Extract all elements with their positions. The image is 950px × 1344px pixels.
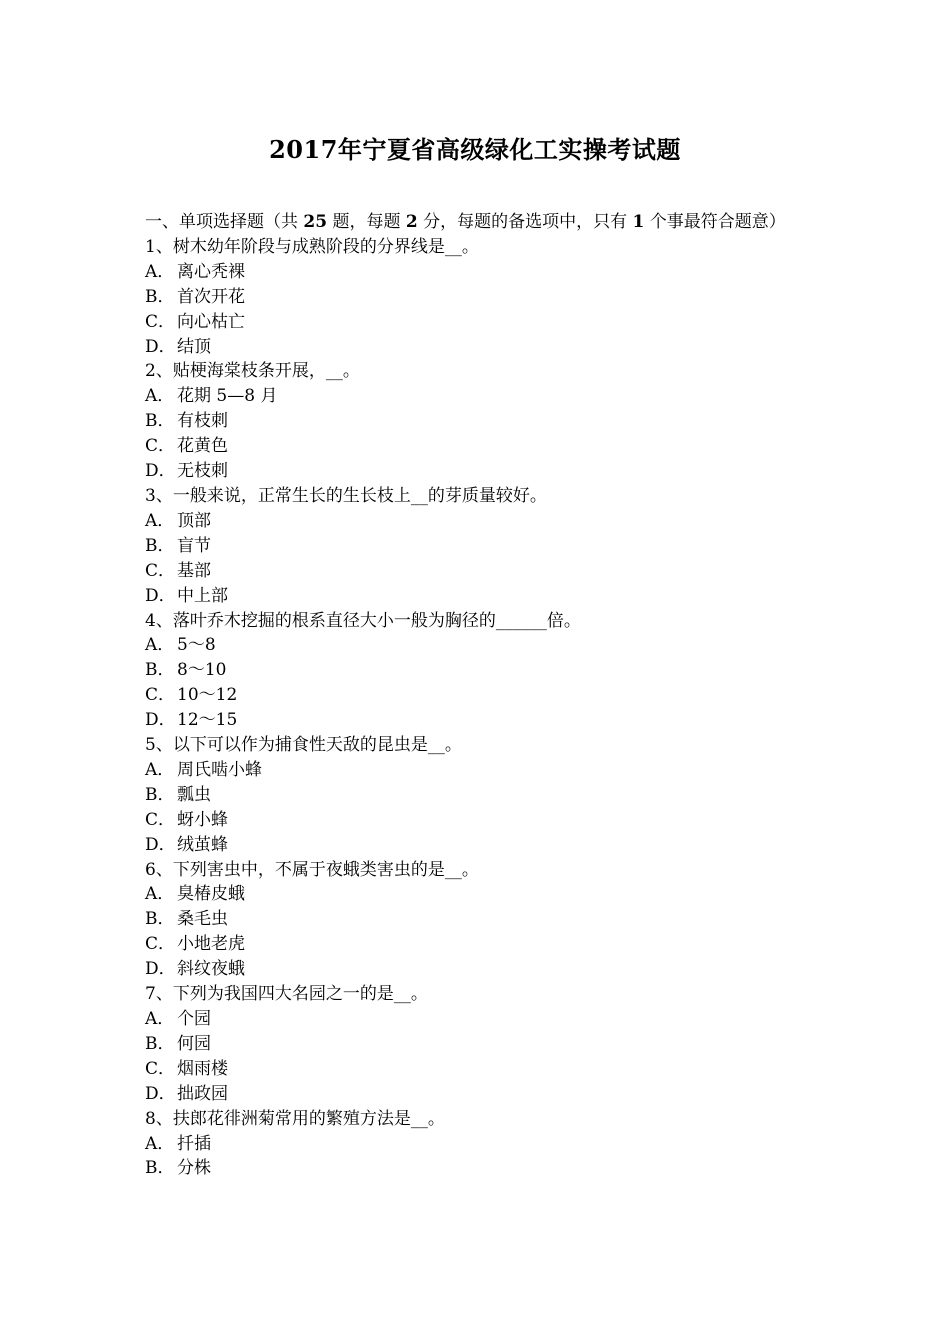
answer-option xyxy=(145,1156,807,1181)
answer-option xyxy=(145,1032,807,1057)
option-text: 斜纹夜蛾 xyxy=(177,959,245,980)
option-text: 10～12 xyxy=(177,685,238,706)
option-text: 烟雨楼 xyxy=(177,1058,228,1079)
answer-option xyxy=(145,559,807,584)
answer-option xyxy=(145,285,807,310)
answer-option xyxy=(145,1007,807,1032)
option-text: 蚜小蜂 xyxy=(177,809,228,830)
option-text: 周氏啮小蜂 xyxy=(177,759,262,780)
option-letter: A． xyxy=(145,261,175,282)
option-text: 拙政园 xyxy=(177,1083,228,1104)
section-heading-part: 1 xyxy=(632,212,645,232)
option-text: 8～10 xyxy=(177,660,227,681)
option-text: 有枝刺 xyxy=(177,411,228,432)
option-text: 扦插 xyxy=(177,1133,211,1154)
answer-option xyxy=(145,633,807,658)
answer-option xyxy=(145,1082,807,1107)
section-heading-part: 25 xyxy=(303,212,328,232)
section-heading-part: 2 xyxy=(405,212,418,232)
option-letter: A． xyxy=(145,1133,175,1154)
answer-option xyxy=(145,584,807,609)
answer-option xyxy=(145,384,807,409)
answer-option xyxy=(145,509,807,534)
option-letter: C． xyxy=(145,436,176,457)
answer-option xyxy=(145,833,807,858)
answer-option xyxy=(145,409,807,434)
option-text: 何园 xyxy=(177,1033,211,1054)
option-text: 绒茧蜂 xyxy=(177,834,228,855)
question-list xyxy=(145,235,807,1181)
option-text: 花期 5—8 月 xyxy=(177,386,278,407)
option-letter: B． xyxy=(145,1158,175,1179)
option-letter: B． xyxy=(145,535,175,556)
option-letter: C． xyxy=(145,311,176,332)
option-text: 基部 xyxy=(177,560,211,581)
option-text: 瓢虫 xyxy=(177,784,211,805)
answer-option xyxy=(145,808,807,833)
option-text: 分株 xyxy=(177,1158,211,1179)
option-text: 顶部 xyxy=(177,510,211,531)
document-body xyxy=(145,210,807,1181)
answer-option xyxy=(145,758,807,783)
option-letter: B． xyxy=(145,1033,175,1054)
answer-option xyxy=(145,534,807,559)
page-title: 2017年宁夏省高级绿化工实操考试题 xyxy=(269,135,681,164)
section-heading-part: 分，每题的备选项中，只有 xyxy=(417,212,633,232)
option-letter: C． xyxy=(145,685,176,706)
option-letter: D． xyxy=(145,336,176,357)
option-text: 花黄色 xyxy=(177,436,228,457)
question-text: 4、落叶乔木挖掘的根系直径大小一般为胸径的______倍。 xyxy=(145,610,581,631)
option-letter: A． xyxy=(145,635,175,656)
answer-option xyxy=(145,459,807,484)
question-text: 1、树木幼年阶段与成熟阶段的分界线是__。 xyxy=(145,236,479,257)
option-letter: A． xyxy=(145,759,175,780)
answer-option xyxy=(145,335,807,360)
section-heading-part: 个事最符合题意） xyxy=(644,212,786,232)
option-text: 个园 xyxy=(177,1009,211,1029)
answer-option xyxy=(145,1057,807,1082)
answer-option xyxy=(145,907,807,932)
option-letter: B． xyxy=(145,411,175,432)
option-text: 臭椿皮蛾 xyxy=(177,884,245,905)
section-heading-part: 一、单项选择题（共 xyxy=(145,212,304,232)
question-text: 6、下列害虫中，不属于夜蛾类害虫的是__。 xyxy=(145,859,479,880)
option-letter: A． xyxy=(145,510,175,531)
answer-option xyxy=(145,683,807,708)
option-letter: A． xyxy=(145,884,175,905)
option-letter: C． xyxy=(145,809,176,830)
question-text: 2、贴梗海棠枝条开展，__。 xyxy=(145,361,360,382)
option-letter: B． xyxy=(145,660,175,681)
option-letter: D． xyxy=(145,585,176,606)
option-letter: C． xyxy=(145,1058,176,1079)
answer-option xyxy=(145,434,807,459)
answer-option xyxy=(145,260,807,285)
option-text: 12～15 xyxy=(177,710,238,731)
option-text: 桑毛虫 xyxy=(177,909,228,930)
answer-option xyxy=(145,957,807,982)
answer-option xyxy=(145,708,807,733)
option-text: 首次开花 xyxy=(177,286,245,307)
option-letter: D． xyxy=(145,959,176,980)
option-letter: A． xyxy=(145,386,175,407)
option-text: 无枝刺 xyxy=(177,461,228,482)
option-letter: C． xyxy=(145,560,176,581)
section-heading-part: 题，每题 xyxy=(327,212,406,232)
answer-option xyxy=(145,783,807,808)
option-letter: D． xyxy=(145,834,176,855)
option-letter: B． xyxy=(145,784,175,805)
answer-option xyxy=(145,932,807,957)
option-letter: D． xyxy=(145,1083,176,1104)
option-text: 离心秃裸 xyxy=(177,261,245,282)
option-letter: B． xyxy=(145,286,175,307)
answer-option xyxy=(145,310,807,335)
question-text: 7、下列为我国四大名园之一的是__。 xyxy=(145,984,428,1005)
option-letter: C． xyxy=(145,934,176,955)
option-text: 向心枯亡 xyxy=(177,311,245,332)
option-text: 5～8 xyxy=(177,635,216,656)
option-text: 小地老虎 xyxy=(177,934,245,955)
option-text: 盲节 xyxy=(177,535,211,556)
answer-option xyxy=(145,1132,807,1157)
answer-option xyxy=(145,882,807,907)
question-text: 5、以下可以作为捕食性天敌的昆虫是__。 xyxy=(145,735,462,756)
answer-option xyxy=(145,658,807,683)
option-text: 结顶 xyxy=(177,336,211,357)
option-letter: D． xyxy=(145,710,176,731)
option-letter: A． xyxy=(145,1009,175,1029)
question-text: 8、扶郎花徘洲菊常用的繁殖方法是__。 xyxy=(145,1108,445,1129)
section-heading xyxy=(145,210,807,235)
option-text: 中上部 xyxy=(177,585,228,606)
option-letter: B． xyxy=(145,909,175,930)
question-text: 3、一般来说，正常生长的生长枝上__的芽质量较好。 xyxy=(145,485,547,506)
option-letter: D． xyxy=(145,461,176,482)
